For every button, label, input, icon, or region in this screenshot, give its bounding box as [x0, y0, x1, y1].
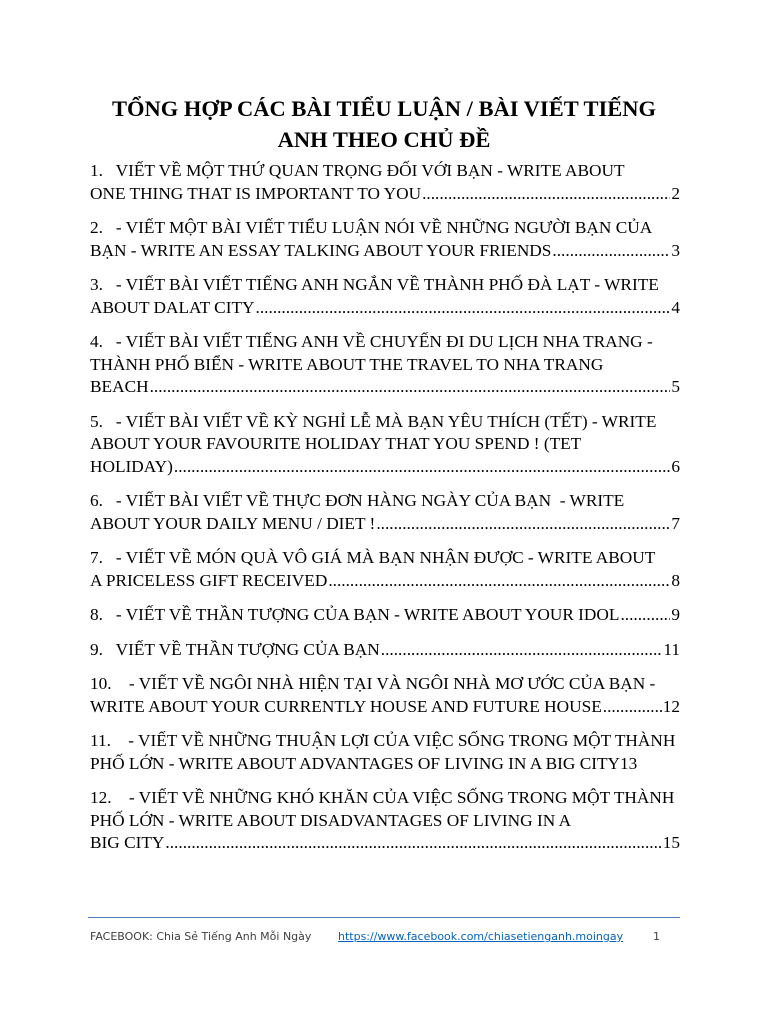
toc-entry-text-end: BEACH — [90, 377, 149, 396]
toc-entry[interactable] — [90, 217, 680, 262]
footer-facebook-label: FACEBOOK: Chia Sẻ Tiếng Anh Mỗi Ngày — [90, 930, 312, 943]
toc-dot-leader — [422, 183, 670, 206]
toc-dot-leader — [174, 456, 670, 479]
toc-entry-last-line — [90, 513, 680, 536]
toc-entry-text: 4. - VIẾT BÀI VIẾT TIẾNG ANH VỀ CHUYẾN ĐI DU LỊCH NHA TRANG - THÀNH PHỐ BIỂN - WRITE ABOUT THE TRAVEL TO NHA TRANG — [90, 332, 657, 374]
toc-entry-text-end: 8. - VIẾT VỀ THẦN TƯỢNG CỦA BẠN - WRITE ABOUT YOUR IDOL — [90, 605, 620, 624]
toc-page-number: 5 — [671, 377, 680, 396]
toc-entry-text-end: BIG CITY — [90, 833, 165, 852]
table-of-contents — [90, 160, 680, 867]
toc-entry-text-end: ABOUT YOUR DAILY MENU / DIET ! — [90, 513, 376, 533]
toc-page-number: 12 — [662, 696, 680, 716]
toc-entry[interactable] — [90, 411, 680, 479]
toc-entry[interactable] — [90, 730, 680, 775]
toc-entry-text: 3. - VIẾT BÀI VIẾT TIẾNG ANH NGẮN VỀ THÀNH PHỐ ĐÀ LẠT - WRITE — [90, 275, 659, 294]
toc-dot-leader — [165, 832, 661, 855]
toc-entry[interactable] — [90, 673, 680, 718]
toc-entry-text-end: ABOUT DALAT CITY — [90, 297, 255, 317]
toc-entry-last-line — [90, 376, 680, 399]
page-footer — [90, 930, 680, 950]
toc-entry-last-line — [90, 297, 680, 320]
toc-entry-last-line — [90, 570, 680, 593]
toc-page-number: 7 — [671, 513, 680, 533]
toc-entry-text: 1. VIẾT VỀ MỘT THỨ QUAN TRỌNG ĐỐI VỚI BẠN - WRITE ABOUT — [90, 161, 625, 180]
toc-entry-text: 11. - VIẾT VỀ NHỮNG THUẬN LỢI CỦA VIỆC SỐNG TRONG MỘT THÀNH PHỐ LỚN - WRITE ABOUT ADVANTAGES OF LIVING IN A BIG CITY13 — [90, 731, 680, 773]
toc-page-number: 6 — [671, 456, 680, 476]
toc-entry-last-line — [90, 639, 680, 662]
footer-divider — [88, 917, 680, 918]
toc-entry-text: 10. - VIẾT VỀ NGÔI NHÀ HIỆN TẠI VÀ NGÔI NHÀ MƠ ƯỚC CỦA BẠN - — [90, 674, 656, 693]
toc-entry[interactable] — [90, 331, 680, 399]
toc-entry[interactable] — [90, 490, 680, 535]
toc-dot-leader — [620, 604, 670, 627]
toc-entry-text-end: A PRICELESS GIFT RECEIVED — [90, 570, 328, 590]
toc-dot-leader — [256, 297, 671, 320]
toc-entry-text-end: ONE THING THAT IS IMPORTANT TO YOU — [90, 183, 422, 203]
toc-page-number: 11 — [663, 639, 680, 659]
toc-page-number: 3 — [671, 240, 680, 260]
toc-entry-text-end: WRITE ABOUT YOUR CURRENTLY HOUSE AND FUTURE HOUSE — [90, 696, 602, 716]
toc-entry[interactable] — [90, 787, 680, 855]
toc-entry-last-line — [90, 456, 680, 479]
document-title: TỔNG HỢP CÁC BÀI TIỂU LUẬN / BÀI VIẾT TIẾNG ANH THEO CHỦ ĐỀ — [111, 96, 657, 152]
toc-entry-text: 2. - VIẾT MỘT BÀI VIẾT TIỂU LUẬN NÓI VỀ NHỮNG NGƯỜI BẠN CỦA — [90, 218, 653, 237]
toc-entry-text: 12. - VIẾT VỀ NHỮNG KHÓ KHĂN CỦA VIỆC SỐNG TRONG MỘT THÀNH PHỐ LỚN - WRITE ABOUT DISADVANTAGES OF LIVING IN A — [90, 788, 679, 830]
toc-page-number: 4 — [671, 297, 680, 317]
toc-entry-text: 6. - VIẾT BÀI VIẾT VỀ THỰC ĐƠN HÀNG NGÀY CỦA BẠN - WRITE — [90, 491, 625, 510]
toc-entry-last-line — [90, 183, 680, 206]
toc-page-number: 15 — [662, 833, 680, 852]
toc-entry-text: 7. - VIẾT VỀ MÓN QUÀ VÔ GIÁ MÀ BẠN NHẬN ĐƯỢC - WRITE ABOUT — [90, 548, 656, 567]
toc-page-number: 2 — [671, 183, 680, 203]
toc-entry-last-line — [90, 832, 680, 855]
toc-entry-last-line — [90, 604, 680, 627]
toc-entry[interactable] — [90, 274, 680, 319]
toc-dot-leader — [376, 513, 670, 536]
toc-entry[interactable] — [90, 604, 680, 627]
toc-entry-text-end: 9. VIẾT VỀ THẦN TƯỢNG CỦA BẠN — [90, 639, 380, 659]
toc-entry-text: 5. - VIẾT BÀI VIẾT VỀ KỲ NGHỈ LỄ MÀ BẠN YÊU THÍCH (TẾT) - WRITE ABOUT YOUR FAVOURITE HOLIDAY THAT YOU SPEND ! (TET — [90, 411, 660, 453]
toc-entry[interactable] — [90, 547, 680, 592]
toc-dot-leader — [150, 376, 671, 399]
footer-facebook-link[interactable]: https://www.facebook.com/chiasetienganh.moingay — [338, 930, 624, 943]
toc-dot-leader — [328, 570, 670, 593]
toc-entry-text-end: HOLIDAY) — [90, 456, 173, 476]
toc-entry-last-line — [90, 240, 680, 263]
toc-entry-text-end: BẠN - WRITE AN ESSAY TALKING ABOUT YOUR FRIENDS — [90, 240, 552, 260]
toc-entry-last-line — [90, 696, 680, 719]
toc-entry[interactable] — [90, 639, 680, 662]
toc-dot-leader — [552, 240, 670, 263]
toc-dot-leader — [603, 696, 662, 719]
footer-page-number: 1 — [653, 930, 660, 943]
toc-entry[interactable] — [90, 160, 680, 205]
toc-page-number: 9 — [671, 605, 680, 624]
toc-page-number: 8 — [671, 570, 680, 590]
toc-dot-leader — [381, 639, 663, 662]
